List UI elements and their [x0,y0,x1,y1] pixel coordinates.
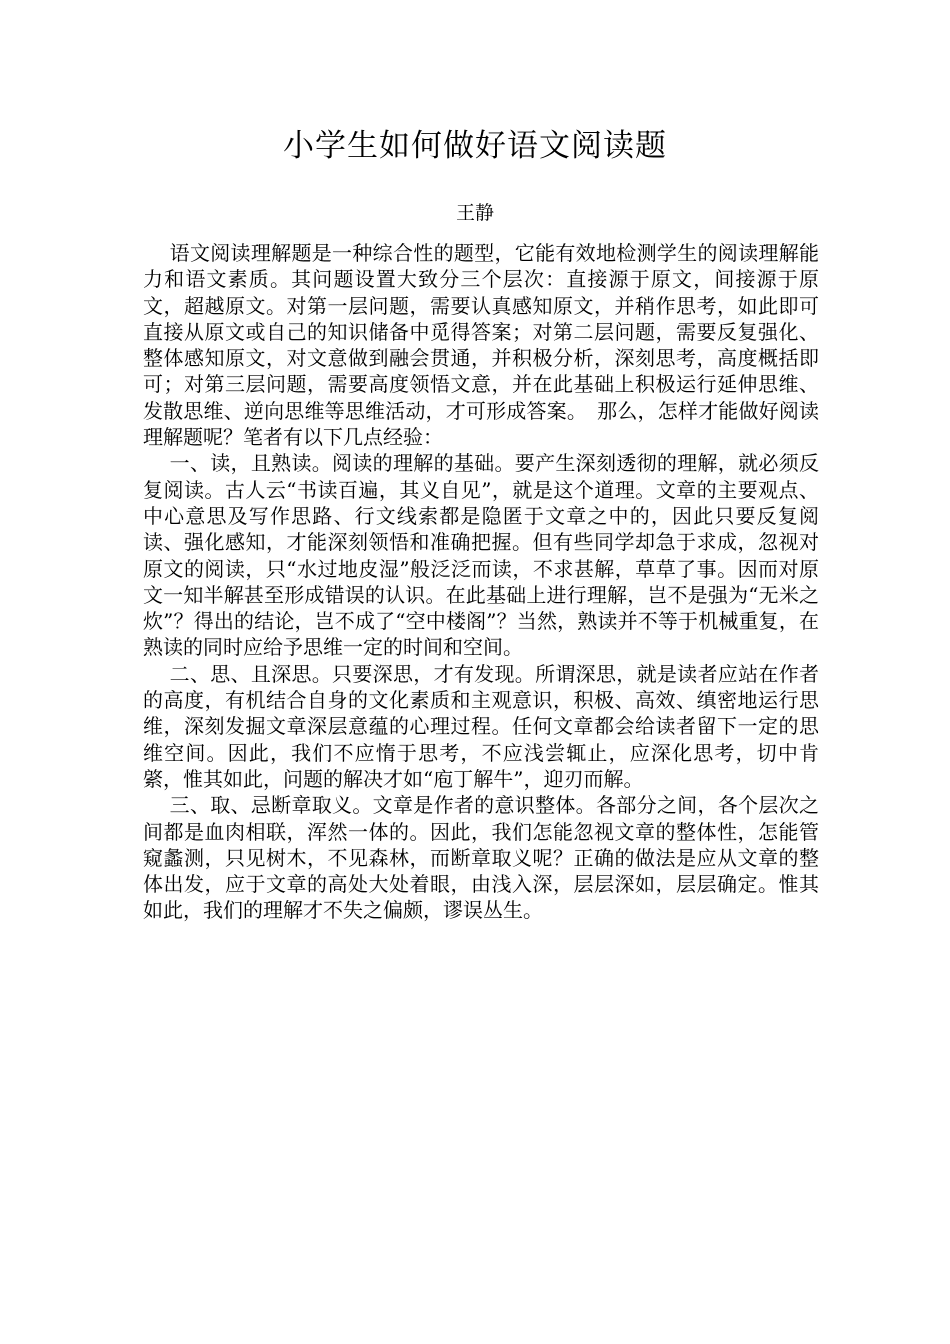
paragraph-intro: 语文阅读理解题是一种综合性的题型，它能有效地检测学生的阅读理解能力和语文素质。其问题设置大致分三个层次：直接源于原文，间接源于原文，超越原文。对第一层问题，需要认真感知原文，并稍作思考，如此即可直接从原文或自己的知识储备中觅得答案；对第二层问题，需要反复强化、整体感知原文，对文意做到融会贯通，并积极分析，深刻思考，高度概括即可；对第三层问题，需要高度领悟文意，并在此基础上积极运行延伸思维、发散思维、逆向思维等思维活动，才可形成答案。 那么，怎样才能做好阅读理解题呢？笔者有以下几点经验： [143,241,819,450]
paragraph-context: 三、取、忌断章取义。文章是作者的意识整体。各部分之间，各个层次之间都是血肉相联，浑然一体的。因此，我们怎能忽视文章的整体性，怎能管窥蠡测，只见树木，不见森林，而断章取义呢？正确的做法是应从文章的整体出发，应于文章的高处大处着眼，由浅入深，层层深如，层层确定。惟其如此，我们的理解才不失之偏颇，谬误丛生。 [143,793,819,923]
paragraph-think: 二、思、且深思。只要深思，才有发现。所谓深思，就是读者应站在作者的高度，有机结合自身的文化素质和主观意识，积极、高效、缜密地运行思维，深刻发掘文章深层意蕴的心理过程。任何文章都会给读者留下一定的思维空间。因此，我们不应惰于思考，不应浅尝辄止，应深化思考，切中肯綮，惟其如此，问题的解决才如“庖丁解牛”，迎刃而解。 [143,661,819,791]
document-title: 小学生如何做好语文阅读题 [283,128,667,164]
author-name: 王静 [455,202,494,224]
paragraph-read: 一、读，且熟读。阅读的理解的基础。要产生深刻透彻的理解，就必须反复阅读。古人云“书读百遍，其义自见”，就是这个道理。文章的主要观点、中心意思及写作思路、行文线索都是隐匿于文章之中的，因此只要反复阅读、强化感知，才能深刻领悟和准确把握。但有些同学却急于求成，忽视对原文的阅读，只“水过地皮湿”般泛泛而读，不求甚解，草草了事。因而对原文一知半解甚至形成错误的认识。在此基础上进行理解，岂不是强为“无米之炊”？得出的结论，岂不成了“空中楼阁”？当然，熟读并不等于机械重复，在熟读的同时应给予思维一定的时间和空间。 [143,451,819,660]
document-body [143,240,819,924]
